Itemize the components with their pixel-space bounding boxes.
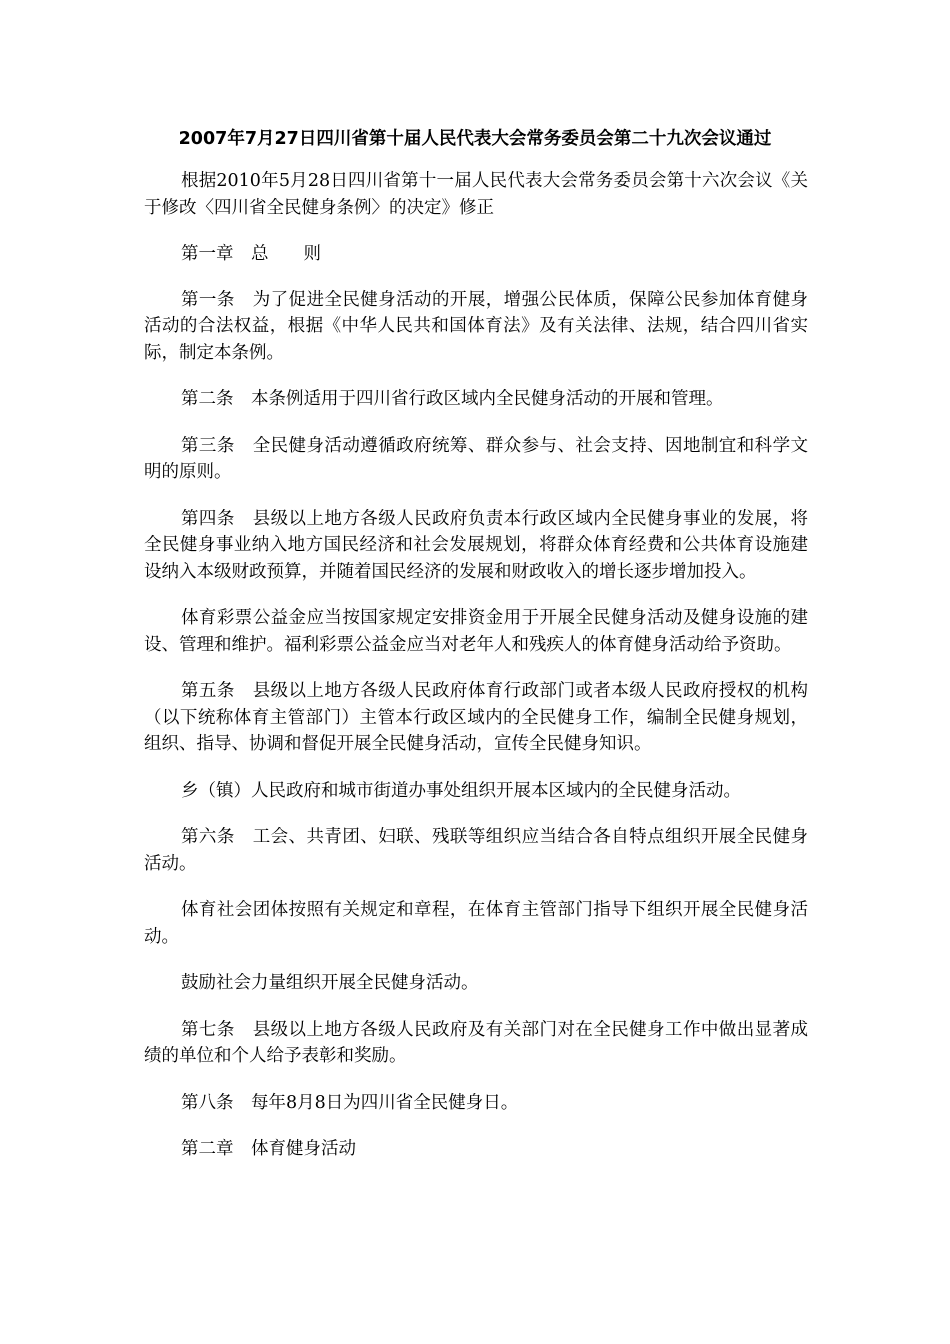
document-body	[144, 168, 808, 1182]
article-6-clause-2: 体育社会团体按照有关规定和章程，在体育主管部门指导下组织开展全民健身活动。	[144, 900, 808, 947]
article-5-clause-2: 乡（镇）人民政府和城市街道办事处组织开展本区域内的全民健身活动。	[181, 780, 741, 801]
article-4: 第四条 县级以上地方各级人民政府负责本行政区域内全民健身事业的发展，将全民健身事业纳入地方国民经济和社会发展规划，将群众体育经费和公共体育设施建设纳入本级财政预算，并随着国民经济的发展和财政收入的增长逐步增加投入。	[144, 508, 808, 582]
article-2: 第二条 本条例适用于四川省行政区域内全民健身活动的开展和管理。	[181, 389, 724, 409]
article-3: 第三条 全民健身活动遵循政府统筹、群众参与、社会支持、因地制宜和科学文明的原则。	[144, 435, 808, 482]
amendment-note: 根据2010年5月28日四川省第十一届人民代表大会常务委员会第十六次会议《关于修改〈四川省全民健身条例〉的决定》修正	[144, 171, 808, 218]
article-6-clause-3: 鼓励社会力量组织开展全民健身活动。	[181, 973, 479, 993]
article-4-clause-2: 体育彩票公益金应当按国家规定安排资金用于开展全民健身活动及健身设施的建设、管理和维护。福利彩票公益金应当对老年人和残疾人的体育健身活动给予资助。	[144, 608, 808, 655]
article-6: 第六条 工会、共青团、妇联、残联等组织应当结合各自特点组织开展全民健身活动。	[144, 827, 808, 874]
document-title: 2007年7月27日四川省第十届人民代表大会常务委员会第二十九次会议通过	[178, 129, 772, 149]
chapter-heading: 第一章 总 则	[181, 244, 321, 264]
article-8: 第八条 每年8月8日为四川省全民健身日。	[181, 1092, 519, 1113]
article-5: 第五条 县级以上地方各级人民政府体育行政部门或者本级人民政府授权的机构（以下统称体育主管部门）主管本行政区域内的全民健身工作，编制全民健身规划，组织、指导、协调和督促开展全民健身活动，宣传全民健身知识。	[144, 681, 808, 754]
article-1: 第一条 为了促进全民健身活动的开展，增强公民体质，保障公民参加体育健身活动的合法权益，根据《中华人民共和国体育法》及有关法律、法规，结合四川省实际，制定本条例。	[144, 289, 808, 363]
chapter-heading: 第二章 体育健身活动	[181, 1139, 356, 1159]
article-7: 第七条 县级以上地方各级人民政府及有关部门对在全民健身工作中做出显著成绩的单位和个人给予表彰和奖励。	[144, 1019, 808, 1066]
